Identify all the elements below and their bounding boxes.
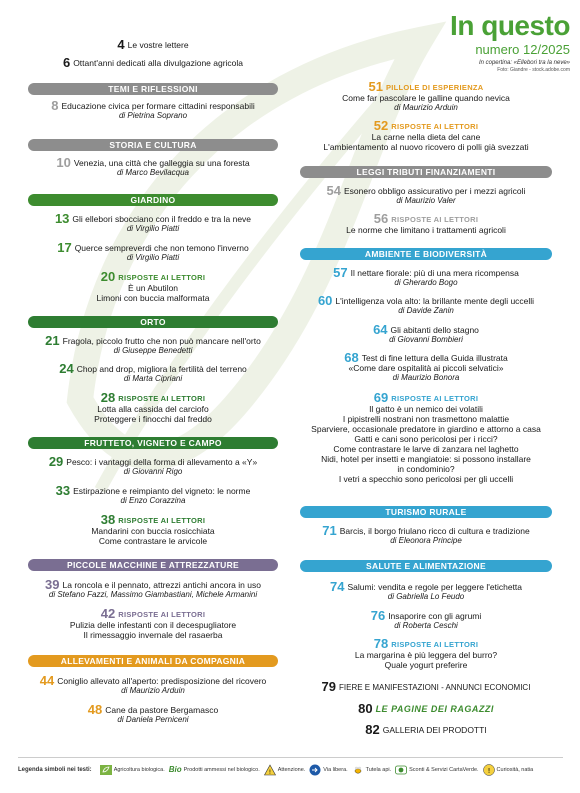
toc-entry-33[interactable]: 33 Estirpazione e reimpianto del vigneto: le norme di Enzo Corazzina <box>55 483 251 505</box>
bee-icon <box>352 764 364 776</box>
toc-entry-6[interactable]: 6 Ottant'anni dedicati alla divulgazione agricola <box>62 55 244 70</box>
toc-entry-20[interactable]: 20 RISPOSTE AI LETTORI È un Abutilon Limoni con buccia malformata <box>96 269 210 303</box>
toc-entry-4[interactable]: 4 Le vostre lettere <box>117 37 189 52</box>
band-frutteto: FRUTTETO, VIGNETO E CAMPO <box>28 437 278 449</box>
toc-entry-64[interactable]: 64 Gli abitanti dello stagno di Giovanni Bombieri <box>373 322 479 344</box>
band-allevamenti: ALLEVAMENTI E ANIMALI DA COMPAGNIA <box>28 655 278 667</box>
curiosity-icon <box>483 764 495 776</box>
toc-entry-71[interactable]: 71 Barcis, il borgo friulano ricco di cultura e tradizione di Eleonora Principe <box>322 523 530 545</box>
issue-number: numero 12/2025 <box>475 42 570 57</box>
toc-entry-21[interactable]: 21 Fragola, piccolo frutto che non può mancare nell'orto di Giuseppe Benedetti <box>45 333 261 355</box>
toc-entry-42[interactable]: 42 RISPOSTE AI LETTORI Pulizia delle infestanti con il decespugliatore Il rimessaggio invernale del rasaerba <box>69 606 237 640</box>
toc-entry-82[interactable]: 82 GALLERIA DEI PRODOTTI <box>365 722 487 737</box>
toc-entry-38[interactable]: 38 RISPOSTE AI LETTORI Mandarini con buccia rosicchiata Come contrastare le arvicole <box>91 512 215 546</box>
toc-entry-57[interactable]: 57 Il nettare fiorale: più di una mera ricompensa di Gherardo Bogo <box>333 265 519 287</box>
toc-entry-10[interactable]: 10 Venezia, una città che galleggia su una foresta di Marco Bevilacqua <box>56 155 250 177</box>
toc-entry-51[interactable]: 51 PILLOLE DI ESPERIENZA Come far pascolare le galline quando nevica di Maurizio Arduin <box>342 79 510 112</box>
toc-entry-76[interactable]: 76 Insaporire con gli agrumi di Roberta Ceschi <box>370 608 482 630</box>
toc-entry-13[interactable]: 13 Gli ellebori sbocciano con il freddo e tra la neve di Virgilio Piatti <box>54 211 252 233</box>
band-orto: ORTO <box>28 316 278 328</box>
band-turismo: TURISMO RURALE <box>300 506 552 518</box>
toc-entry-80[interactable]: 80 LE PAGINE DEI RAGAZZI <box>358 701 494 716</box>
warning-icon <box>264 764 276 776</box>
bio-icon: Bio <box>168 765 182 774</box>
section-title: In questo <box>450 10 570 41</box>
carta-verde-icon <box>395 764 407 776</box>
toc-entry-78[interactable]: 78 RISPOSTE AI LETTORI La margarina è più leggera del burro? Quale yogurt preferire <box>354 636 498 670</box>
issue-header <box>420 12 570 73</box>
toc-entry-17[interactable]: 17 Querce sempreverdi che non temono l'inverno di Virgilio Piatti <box>57 240 249 262</box>
eu-organic-leaf-icon <box>100 764 112 776</box>
toc-entry-74[interactable]: 74 Salumi: vendita e regole per leggere l'etichetta di Gabriella Lo Feudo <box>329 579 523 601</box>
go-ahead-arrow-icon <box>309 764 321 776</box>
toc-entry-8[interactable]: 8 Educazione civica per formare cittadini responsabili di Pietrina Soprano <box>51 98 255 120</box>
toc-entry-60[interactable]: 60 L'intelligenza vola alto: la brillante mente degli uccelli di Davide Zanin <box>317 293 535 315</box>
band-leggi: LEGGI TRIBUTI FINANZIAMENTI <box>300 166 552 178</box>
toc-entry-54[interactable]: 54 Esonero obbligo assicurativo per i mezzi agricoli di Maurizio Valer <box>326 183 526 205</box>
toc-entry-29[interactable]: 29 Pesco: i vantaggi della forma di allevamento a «Y» di Giovanni Rigo <box>48 454 258 476</box>
band-temi: TEMI E RIFLESSIONI <box>28 83 278 95</box>
toc-entry-52[interactable]: 52 RISPOSTE AI LETTORI La carne nella dieta del cane L'ambientamento al nuovo ricovero di polli già svezzati <box>323 118 529 152</box>
legend-label: Legenda simboli nei testi: <box>18 766 92 773</box>
band-ambiente: AMBIENTE E BIODIVERSITÀ <box>300 248 552 260</box>
toc-entry-24[interactable]: 24 Chop and drop, migliora la fertilità del terreno di Marta Cipriani <box>59 361 247 383</box>
svg-text:!: ! <box>487 766 490 775</box>
photo-credit: Foto: Giandre - stock.adobe.com <box>497 67 570 73</box>
toc-entry-68[interactable]: 68 Test di fine lettura della Guida illustrata «Come dare ospitalità ai piccoli selvatici» di Maurizio Bonora <box>344 350 508 382</box>
toc-entry-79[interactable]: 79 FIERE E MANIFESTAZIONI - ANNUNCI ECONOMICI <box>321 679 531 694</box>
toc-entry-28[interactable]: 28 RISPOSTE AI LETTORI Lotta alla cassida del carciofo Proteggere i finocchi dal freddo <box>94 390 212 424</box>
svg-text:!: ! <box>268 768 271 776</box>
cover-caption: In copertina: «Ellebori tra la neve» <box>478 60 570 66</box>
toc-entry-39[interactable]: 39 La roncola e il pennato, attrezzi antichi ancora in uso di Stefano Fazzi, Massimo Giambastiani, Michele Armanini <box>45 577 261 599</box>
toc-entry-44[interactable]: 44 Coniglio allevato all'aperto: predisposizione del ricovero di Maurizio Arduin <box>39 673 267 695</box>
band-storia: STORIA E CULTURA <box>28 139 278 151</box>
toc-entry-56[interactable]: 56 RISPOSTE AI LETTORI Le norme che limitano i trattamenti agricoli <box>346 211 506 235</box>
band-macchine: PICCOLE MACCHINE E ATTREZZATURE <box>28 559 278 571</box>
toc-entry-48[interactable]: 48 Cane da pastore Bergamasco di Daniela Perniceni <box>87 702 219 724</box>
toc-entry-69[interactable]: 69 RISPOSTE AI LETTORI Il gatto è un nemico dei volatili I pipistrelli nostrani non trasmettono malattie Sparviere, occasionale predatore in giardino e attorno a casa Gatti e cani sono pericolosi per i ricci? Come contrastare le larve di zanzara nel laghetto Nidi, hotel per insetti e mangiatoie: si possono installare in condominio? I vetri a specchio sono pericolosi per gli uccelli <box>311 390 541 484</box>
symbol-legend: Legenda simboli nei testi: Agricoltura biologica. Bio Prodotti ammessi nel biologico. ! Attenzione. Via libera. Tutela api. Sconti & Servizi CartaVerde. ! Curiosità, natia <box>18 757 563 781</box>
band-salute: SALUTE E ALIMENTAZIONE <box>300 560 552 572</box>
band-giardino: GIARDINO <box>28 194 278 206</box>
